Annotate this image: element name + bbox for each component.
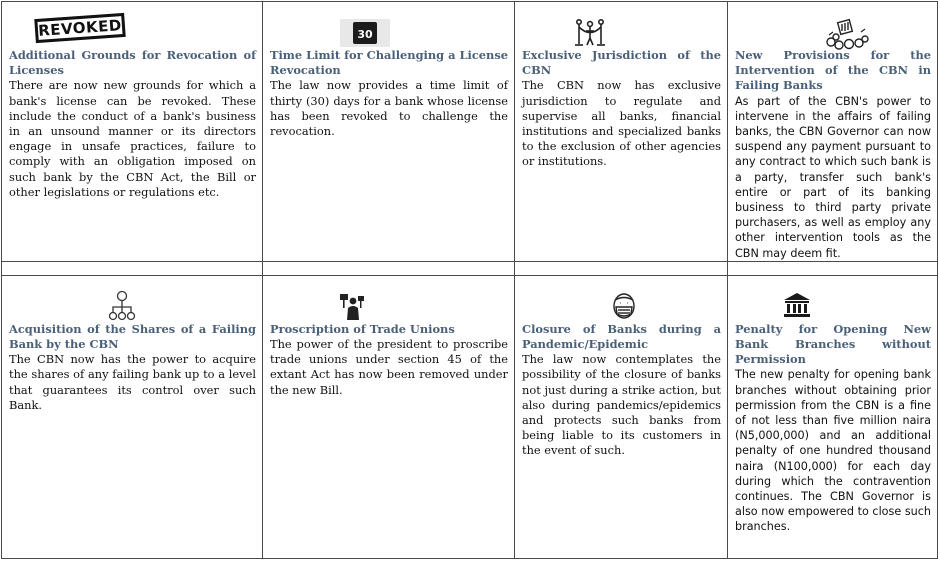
section-card — [728, 275, 938, 558]
section-body: The power of the president to proscribe trade unions under section 45 of the extant Act has now been removed under the new Bill. — [270, 337, 508, 397]
section-title: Proscription of Trade Unions — [270, 321, 455, 336]
section-body: There are now new grounds for which a bank's license can be revoked. These include the conduct of a bank's business in an unsound manner or its directors engage in unsafe practices, failure to comply with an obligation imposed on such bank by the CBN Act, the Bill or other legislations or regulations etc. — [9, 78, 256, 199]
section-body: The law now provides a time limit of thirty (30) days for a bank whose license has been revoked to challenge the revocation. — [270, 78, 508, 139]
section-card — [728, 2, 938, 262]
revoked-stamp-icon: REVOKED — [34, 13, 125, 43]
provisions-table — [1, 1, 938, 559]
section-body: The new penalty for opening bank branches without obtaining prior permission from the CBN is a fine of not less than five million naira (N5,000,000) and an additional penalty of one hundred thousand naira (N100,000) for each day during which the contravention continues. The CBN Governor is also now empowered to close such branches. — [735, 368, 931, 534]
section-title: Closure of Banks during a Pandemic/Epidemic — [522, 321, 721, 352]
section-card — [515, 2, 728, 262]
failing-bank-icon — [825, 16, 869, 50]
table-row — [2, 275, 938, 558]
face-mask-icon — [610, 292, 638, 322]
section-body: As part of the CBN's power to intervene in the affairs of failing banks, the CBN Governor can now suspend any payment pursuant to any contract to which such bank is a party, transfer such bank's entire or part of its banking business to third party private purchasers, as well as employ any other intervention tools as the CBN may deem fit. — [735, 94, 931, 260]
section-body: The CBN now has exclusive jurisdiction to regulate and supervise all banks, financial institutions and specialized banks to the exclusion of other agencies or institutions. — [522, 78, 721, 169]
section-body: The CBN now has the power to acquire the shares of any failing bank up to a level that guarantees its control over such Bank. — [9, 352, 256, 412]
table-row — [2, 2, 938, 262]
section-title: Exclusive Jurisdiction of the CBN — [522, 48, 721, 78]
section-title: Acquisition of the Shares of a Failing Bank by the CBN — [9, 321, 256, 352]
section-body: The law now contemplates the possibility of the closure of banks not just during a strike action, but also during pandemics/epidemics and protects such banks from being liable to its customers in the event of such. — [522, 352, 721, 458]
section-title: Time Limit for Challenging a License Revocation — [270, 48, 508, 78]
svg-text:30: 30 — [357, 28, 373, 41]
section-card — [2, 2, 263, 262]
shares-network-icon — [107, 290, 137, 322]
section-card — [515, 275, 728, 558]
spacer-row — [2, 261, 938, 275]
section-card — [263, 2, 515, 262]
calendar-30-icon — [340, 19, 390, 47]
section-title: Penalty for Opening New Bank Branches without Permission — [735, 321, 931, 367]
protest-icon — [338, 292, 366, 322]
section-title: New Provisions for the Intervention of the CBN in Failing Banks — [735, 48, 931, 93]
section-card — [263, 275, 515, 558]
stanchion-rope-icon — [572, 18, 608, 48]
section-card — [2, 275, 263, 558]
bank-building-icon — [783, 292, 811, 318]
section-title: Additional Grounds for Revocation of Licenses — [9, 48, 256, 78]
